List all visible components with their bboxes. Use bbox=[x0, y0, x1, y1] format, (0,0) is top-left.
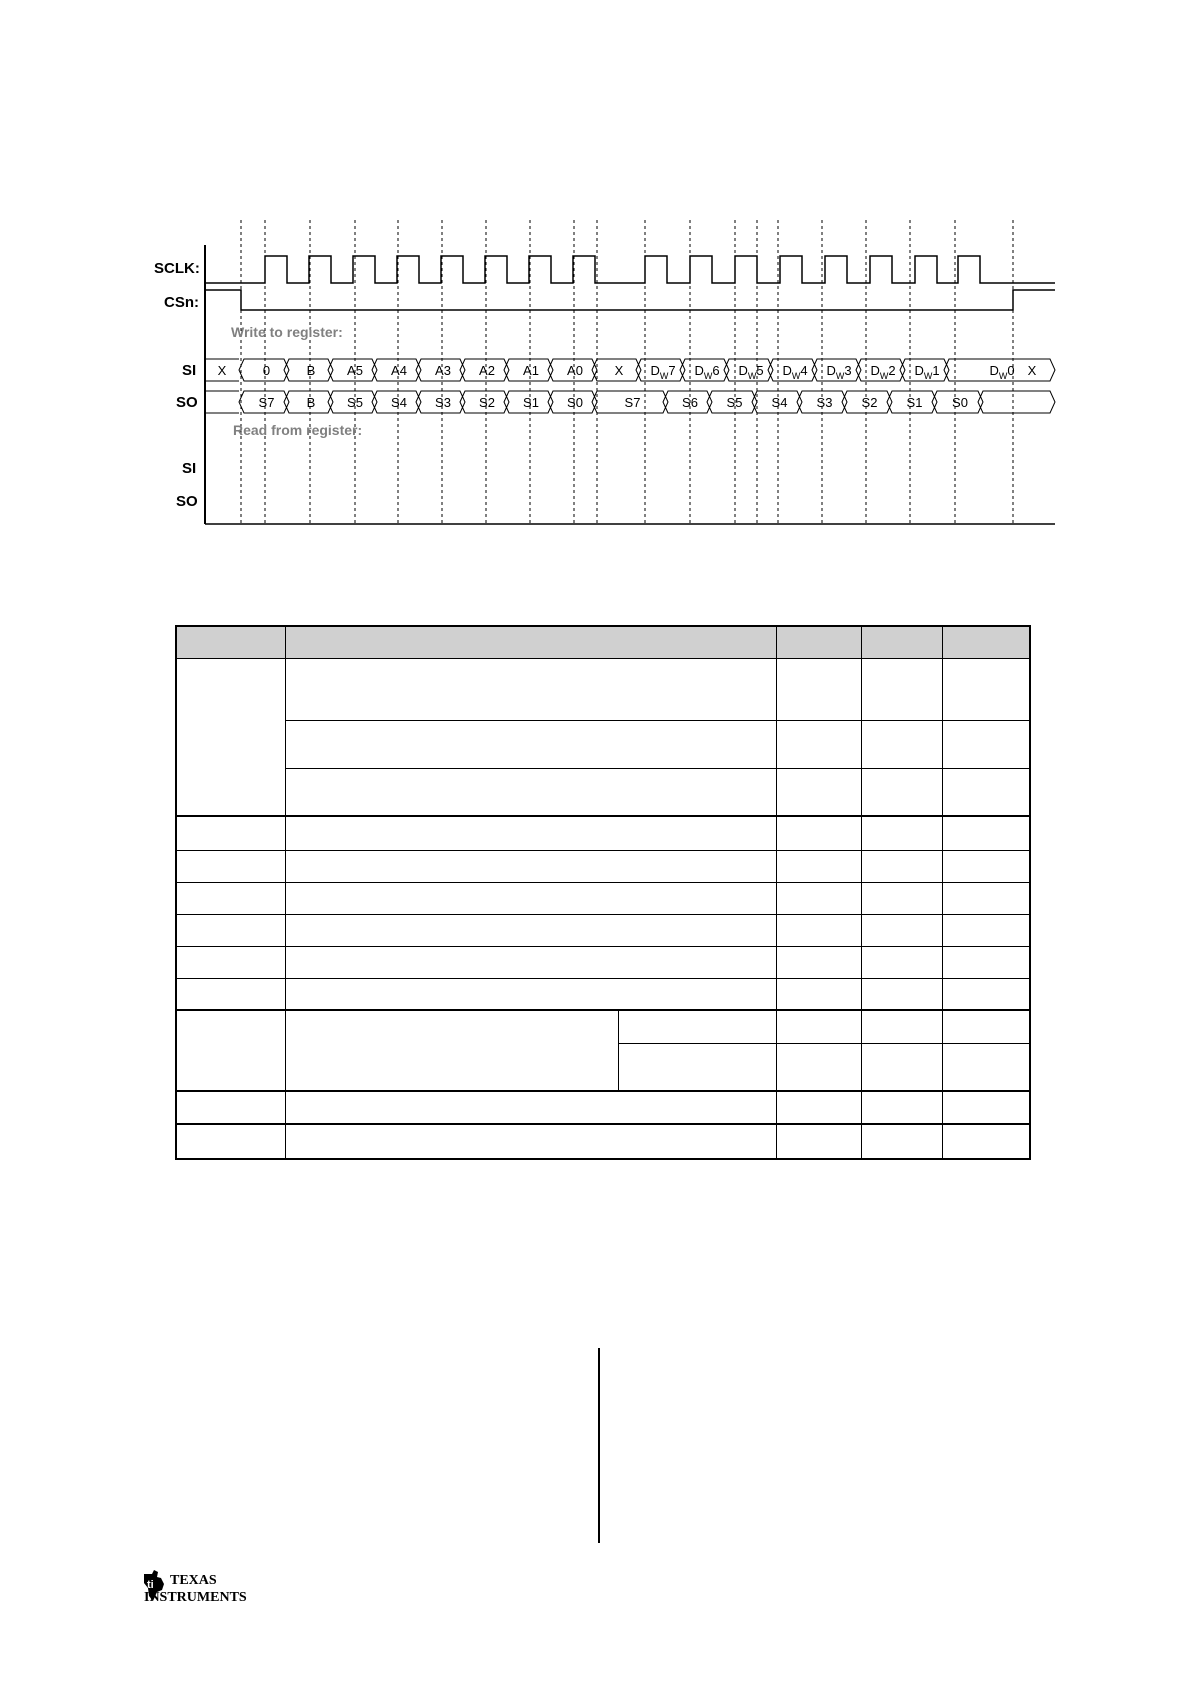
table-cell bbox=[861, 1043, 942, 1091]
bus-trail-value: X bbox=[1027, 363, 1037, 378]
table-cell bbox=[942, 1010, 1030, 1043]
table-cell bbox=[942, 1091, 1030, 1124]
header-cell bbox=[176, 626, 286, 658]
table-cell bbox=[176, 946, 286, 978]
table-cell bbox=[286, 882, 777, 914]
table-cell bbox=[861, 1010, 942, 1043]
table-cell bbox=[942, 1124, 1030, 1159]
table-cell bbox=[942, 1043, 1030, 1091]
table-row bbox=[176, 882, 1030, 914]
table-cell bbox=[861, 816, 942, 850]
header-cell bbox=[942, 626, 1030, 658]
table-cell bbox=[861, 658, 942, 720]
column-divider bbox=[598, 1348, 600, 1543]
table-cell bbox=[176, 816, 286, 850]
table-cell bbox=[176, 978, 286, 1010]
bus-cell-label: $D_W1$ bbox=[914, 363, 940, 381]
bus-cell-label: S1 bbox=[906, 395, 923, 410]
table-cell bbox=[777, 914, 862, 946]
table-cell bbox=[777, 816, 862, 850]
table-cell bbox=[942, 978, 1030, 1010]
table-cell bbox=[861, 768, 942, 816]
so-read-label: SO bbox=[176, 493, 198, 510]
table-cell bbox=[777, 1043, 862, 1091]
table-cell bbox=[286, 816, 777, 850]
bus-cell-label: B bbox=[306, 395, 316, 410]
bus-cell bbox=[978, 391, 1055, 413]
table-row bbox=[176, 850, 1030, 882]
table-cell bbox=[777, 946, 862, 978]
table-cell bbox=[176, 658, 286, 816]
table-cell bbox=[777, 1010, 862, 1043]
table-cell bbox=[286, 914, 777, 946]
bus-cell-label: S7 bbox=[258, 395, 275, 410]
so-write-label: SO bbox=[176, 394, 198, 411]
texas-instruments-logo bbox=[142, 1568, 262, 1608]
table-cell bbox=[176, 914, 286, 946]
spec-table bbox=[175, 625, 1031, 1160]
table-cell bbox=[777, 1091, 862, 1124]
bus-cell-label: S4 bbox=[391, 395, 407, 410]
write-section-label: Write to register: bbox=[231, 324, 343, 340]
bus-cell-label: S1 bbox=[523, 395, 539, 410]
table-cell bbox=[286, 658, 777, 720]
bus-cell-label: S4 bbox=[771, 395, 788, 410]
table-cell bbox=[942, 768, 1030, 816]
table-cell bbox=[286, 850, 777, 882]
bus-cell-label: 0 bbox=[262, 363, 271, 378]
table-row bbox=[176, 816, 1030, 850]
table-cell bbox=[286, 978, 777, 1010]
bus-cell-label: S0 bbox=[567, 395, 583, 410]
table-cell bbox=[777, 882, 862, 914]
table-cell bbox=[286, 946, 777, 978]
table-cell bbox=[861, 914, 942, 946]
table-cell bbox=[942, 720, 1030, 768]
table-cell bbox=[286, 1091, 777, 1124]
table-row bbox=[176, 658, 1030, 720]
table-cell bbox=[861, 978, 942, 1010]
table-cell bbox=[942, 914, 1030, 946]
table-cell bbox=[942, 816, 1030, 850]
table-cell bbox=[777, 720, 862, 768]
svg-text:ti: ti bbox=[147, 1579, 154, 1591]
bus-cell-label: A0 bbox=[567, 363, 583, 378]
table-row bbox=[176, 720, 1030, 768]
bus-cell-label: X bbox=[614, 363, 624, 378]
table-cell bbox=[777, 658, 862, 720]
bus-cell-label: A4 bbox=[391, 363, 407, 378]
table-cell bbox=[777, 768, 862, 816]
table-cell bbox=[861, 1124, 942, 1159]
bus-cell-label: B bbox=[306, 363, 316, 378]
table-cell bbox=[861, 720, 942, 768]
bus-cell-label: A1 bbox=[523, 363, 539, 378]
table-cell bbox=[619, 1043, 777, 1091]
table-cell bbox=[176, 882, 286, 914]
bus-cell-label: S0 bbox=[952, 395, 968, 410]
csn-waveform bbox=[205, 290, 1055, 310]
table-row bbox=[176, 946, 1030, 978]
bus-cell-label: S7 bbox=[624, 395, 641, 410]
bus-cell-label: $D_W0$ bbox=[989, 363, 1015, 381]
bus-cell-label: $D_W5$ bbox=[738, 363, 764, 381]
bus-cell-label: S3 bbox=[435, 395, 451, 410]
table-cell bbox=[176, 1010, 286, 1091]
bus-cell-label: A5 bbox=[347, 363, 363, 378]
table-cell bbox=[777, 1124, 862, 1159]
table-cell bbox=[861, 850, 942, 882]
bus-cell-label: $D_W3$ bbox=[826, 363, 852, 381]
table-row bbox=[176, 768, 1030, 816]
logo-line1: Texas bbox=[170, 1573, 217, 1588]
bus-cell-label: $D_W4$ bbox=[782, 363, 808, 381]
bus-cell-label: A2 bbox=[479, 363, 495, 378]
table-cell bbox=[777, 850, 862, 882]
bus-cell-label: A3 bbox=[435, 363, 451, 378]
bus-cell-label: S2 bbox=[479, 395, 495, 410]
table-cell bbox=[942, 882, 1030, 914]
table-cell bbox=[286, 1010, 619, 1091]
table-cell bbox=[286, 720, 777, 768]
table-cell bbox=[942, 658, 1030, 720]
table-cell bbox=[861, 882, 942, 914]
spi-timing-diagram bbox=[0, 0, 1190, 560]
si-read-label: SI bbox=[182, 460, 197, 477]
table-cell bbox=[286, 1124, 777, 1159]
table-cell bbox=[861, 1091, 942, 1124]
table-cell bbox=[619, 1010, 777, 1043]
table-cell bbox=[777, 978, 862, 1010]
bus-cell-label: S2 bbox=[861, 395, 878, 410]
logo-line2: Instruments bbox=[144, 1590, 247, 1605]
header-cell bbox=[861, 626, 942, 658]
header-cell bbox=[286, 626, 777, 658]
table-cell bbox=[286, 768, 777, 816]
table-row bbox=[176, 1010, 1030, 1043]
bus-cell-label: $D_W6$ bbox=[694, 363, 720, 381]
table-cell bbox=[942, 850, 1030, 882]
bus-lead-value: X bbox=[217, 363, 227, 378]
bus-cell-label: S6 bbox=[682, 395, 698, 410]
bus-cell-label: S5 bbox=[347, 395, 363, 410]
table-cell bbox=[861, 946, 942, 978]
header-cell bbox=[777, 626, 862, 658]
bus-cell-label: S3 bbox=[816, 395, 833, 410]
sclk-waveform bbox=[205, 256, 1055, 283]
bus-cell-label: $D_W2$ bbox=[870, 363, 896, 381]
table-row bbox=[176, 1091, 1030, 1124]
table-row bbox=[176, 914, 1030, 946]
csn-label: CSn: bbox=[164, 294, 199, 311]
table-header-row bbox=[176, 626, 1030, 658]
bus-cell-label: $D_W7$ bbox=[650, 363, 676, 381]
table-cell bbox=[176, 1091, 286, 1124]
table-cell bbox=[942, 946, 1030, 978]
sclk-label: SCLK: bbox=[154, 260, 200, 277]
bus-cell-label: S5 bbox=[726, 395, 743, 410]
table-row bbox=[176, 1124, 1030, 1159]
table-cell bbox=[176, 850, 286, 882]
read-section-label: Read from register: bbox=[233, 422, 363, 438]
table-cell bbox=[176, 1124, 286, 1159]
si-write-label: SI bbox=[182, 362, 197, 379]
table-row bbox=[176, 978, 1030, 1010]
